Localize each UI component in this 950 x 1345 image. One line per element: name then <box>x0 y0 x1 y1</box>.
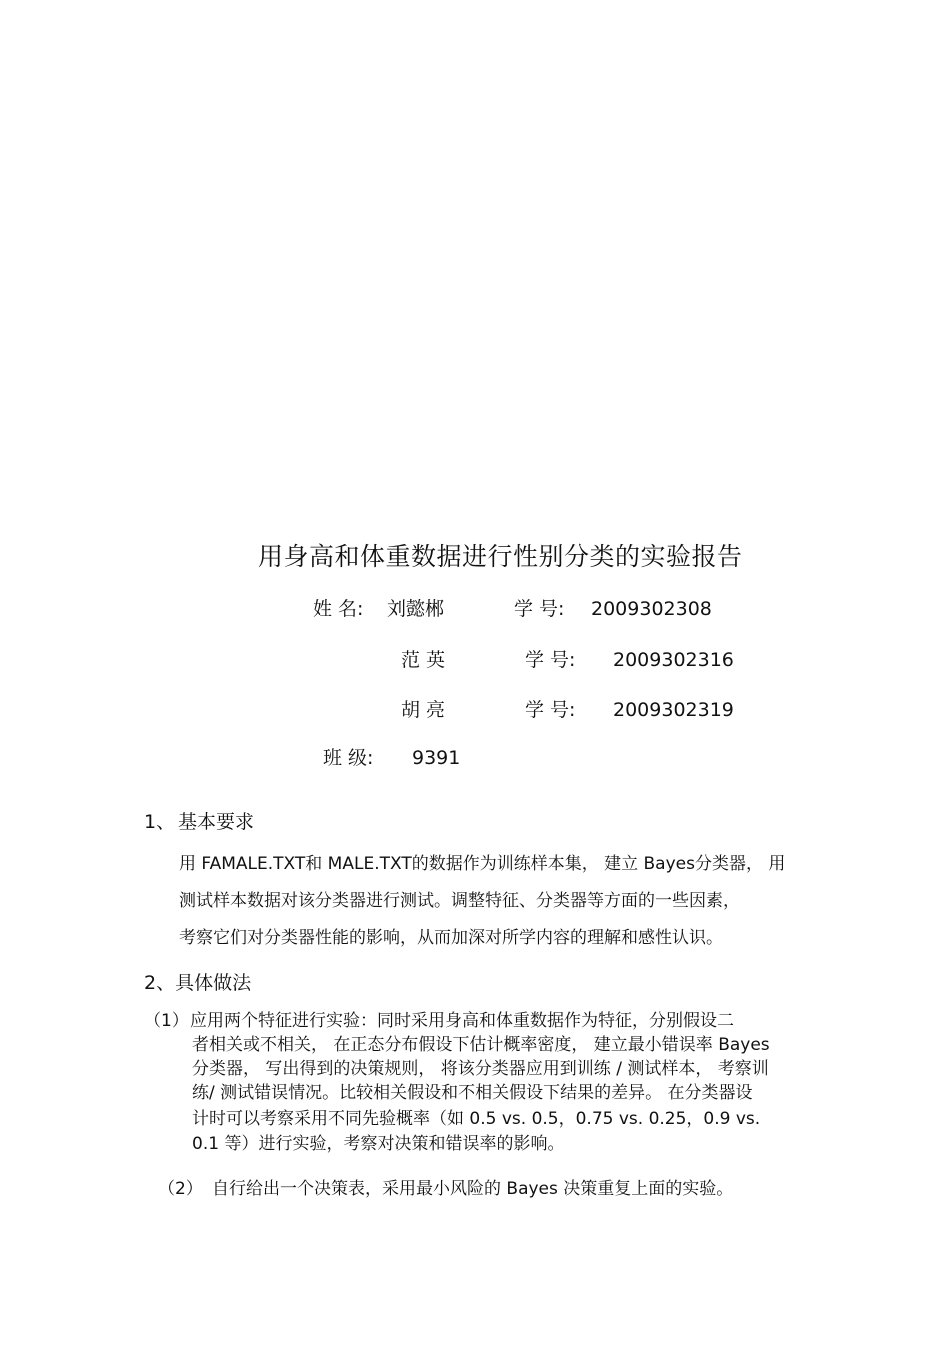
item2-marker: （2） <box>158 1179 203 1199</box>
section1-line-1: 用 FAMALE.TXT和 MALE.TXT的数据作为训练样本集， 建立 Bayes分类器， 用 <box>179 854 786 874</box>
report-title: 用身高和体重数据进行性别分类的实验报告 <box>258 542 743 571</box>
author-name-1: 刘懿郴 <box>387 598 445 620</box>
student-id-2: 2009302316 <box>613 649 734 671</box>
section1-line-3: 考察它们对分类器性能的影响，从而加深对所学内容的理解和感性认识。 <box>179 928 723 948</box>
section1-number: 1、 <box>144 811 176 833</box>
item1-line-2: 者相关或不相关， 在正态分布假设下估计概率密度， 建立最小错误率 Bayes <box>192 1035 770 1055</box>
author-name-2: 范 英 <box>401 649 446 671</box>
student-id-3: 2009302319 <box>613 699 734 721</box>
item1-marker: （1） <box>144 1011 189 1031</box>
item1-line-5: 计时可以考察采用不同先验概率（如 0.5 vs. 0.5，0.75 vs. 0.25，0.9 vs. <box>192 1109 761 1129</box>
class-label: 班 级: <box>323 747 374 769</box>
item1-line-4: 练/ 测试错误情况。比较相关假设和不相关假设下结果的差异。 在分类器设 <box>192 1083 753 1103</box>
name-label: 姓 名: <box>313 598 364 620</box>
item1-line-1: 应用两个特征进行实验：同时采用身高和体重数据作为特征，分别假设二 <box>190 1011 734 1031</box>
section1-line-2: 测试样本数据对该分类器进行测试。调整特征、分类器等方面的一些因素， <box>179 891 740 911</box>
id-label-2: 学 号: <box>525 649 576 671</box>
section2-heading: 2、具体做法 <box>144 972 252 994</box>
class-value: 9391 <box>412 747 461 769</box>
section1-heading: 基本要求 <box>178 811 255 833</box>
id-label-1: 学 号: <box>514 598 565 620</box>
student-id-1: 2009302308 <box>591 598 712 620</box>
item1-line-6: 0.1 等）进行实验，考察对决策和错误率的影响。 <box>192 1134 565 1154</box>
item1-line-3: 分类器， 写出得到的决策规则， 将该分类器应用到训练 / 测试样本， 考察训 <box>192 1059 769 1079</box>
id-label-3: 学 号: <box>525 699 576 721</box>
author-name-3: 胡 亮 <box>401 699 446 721</box>
item2-text: 自行给出一个决策表，采用最小风险的 Bayes 决策重复上面的实验。 <box>212 1179 734 1199</box>
